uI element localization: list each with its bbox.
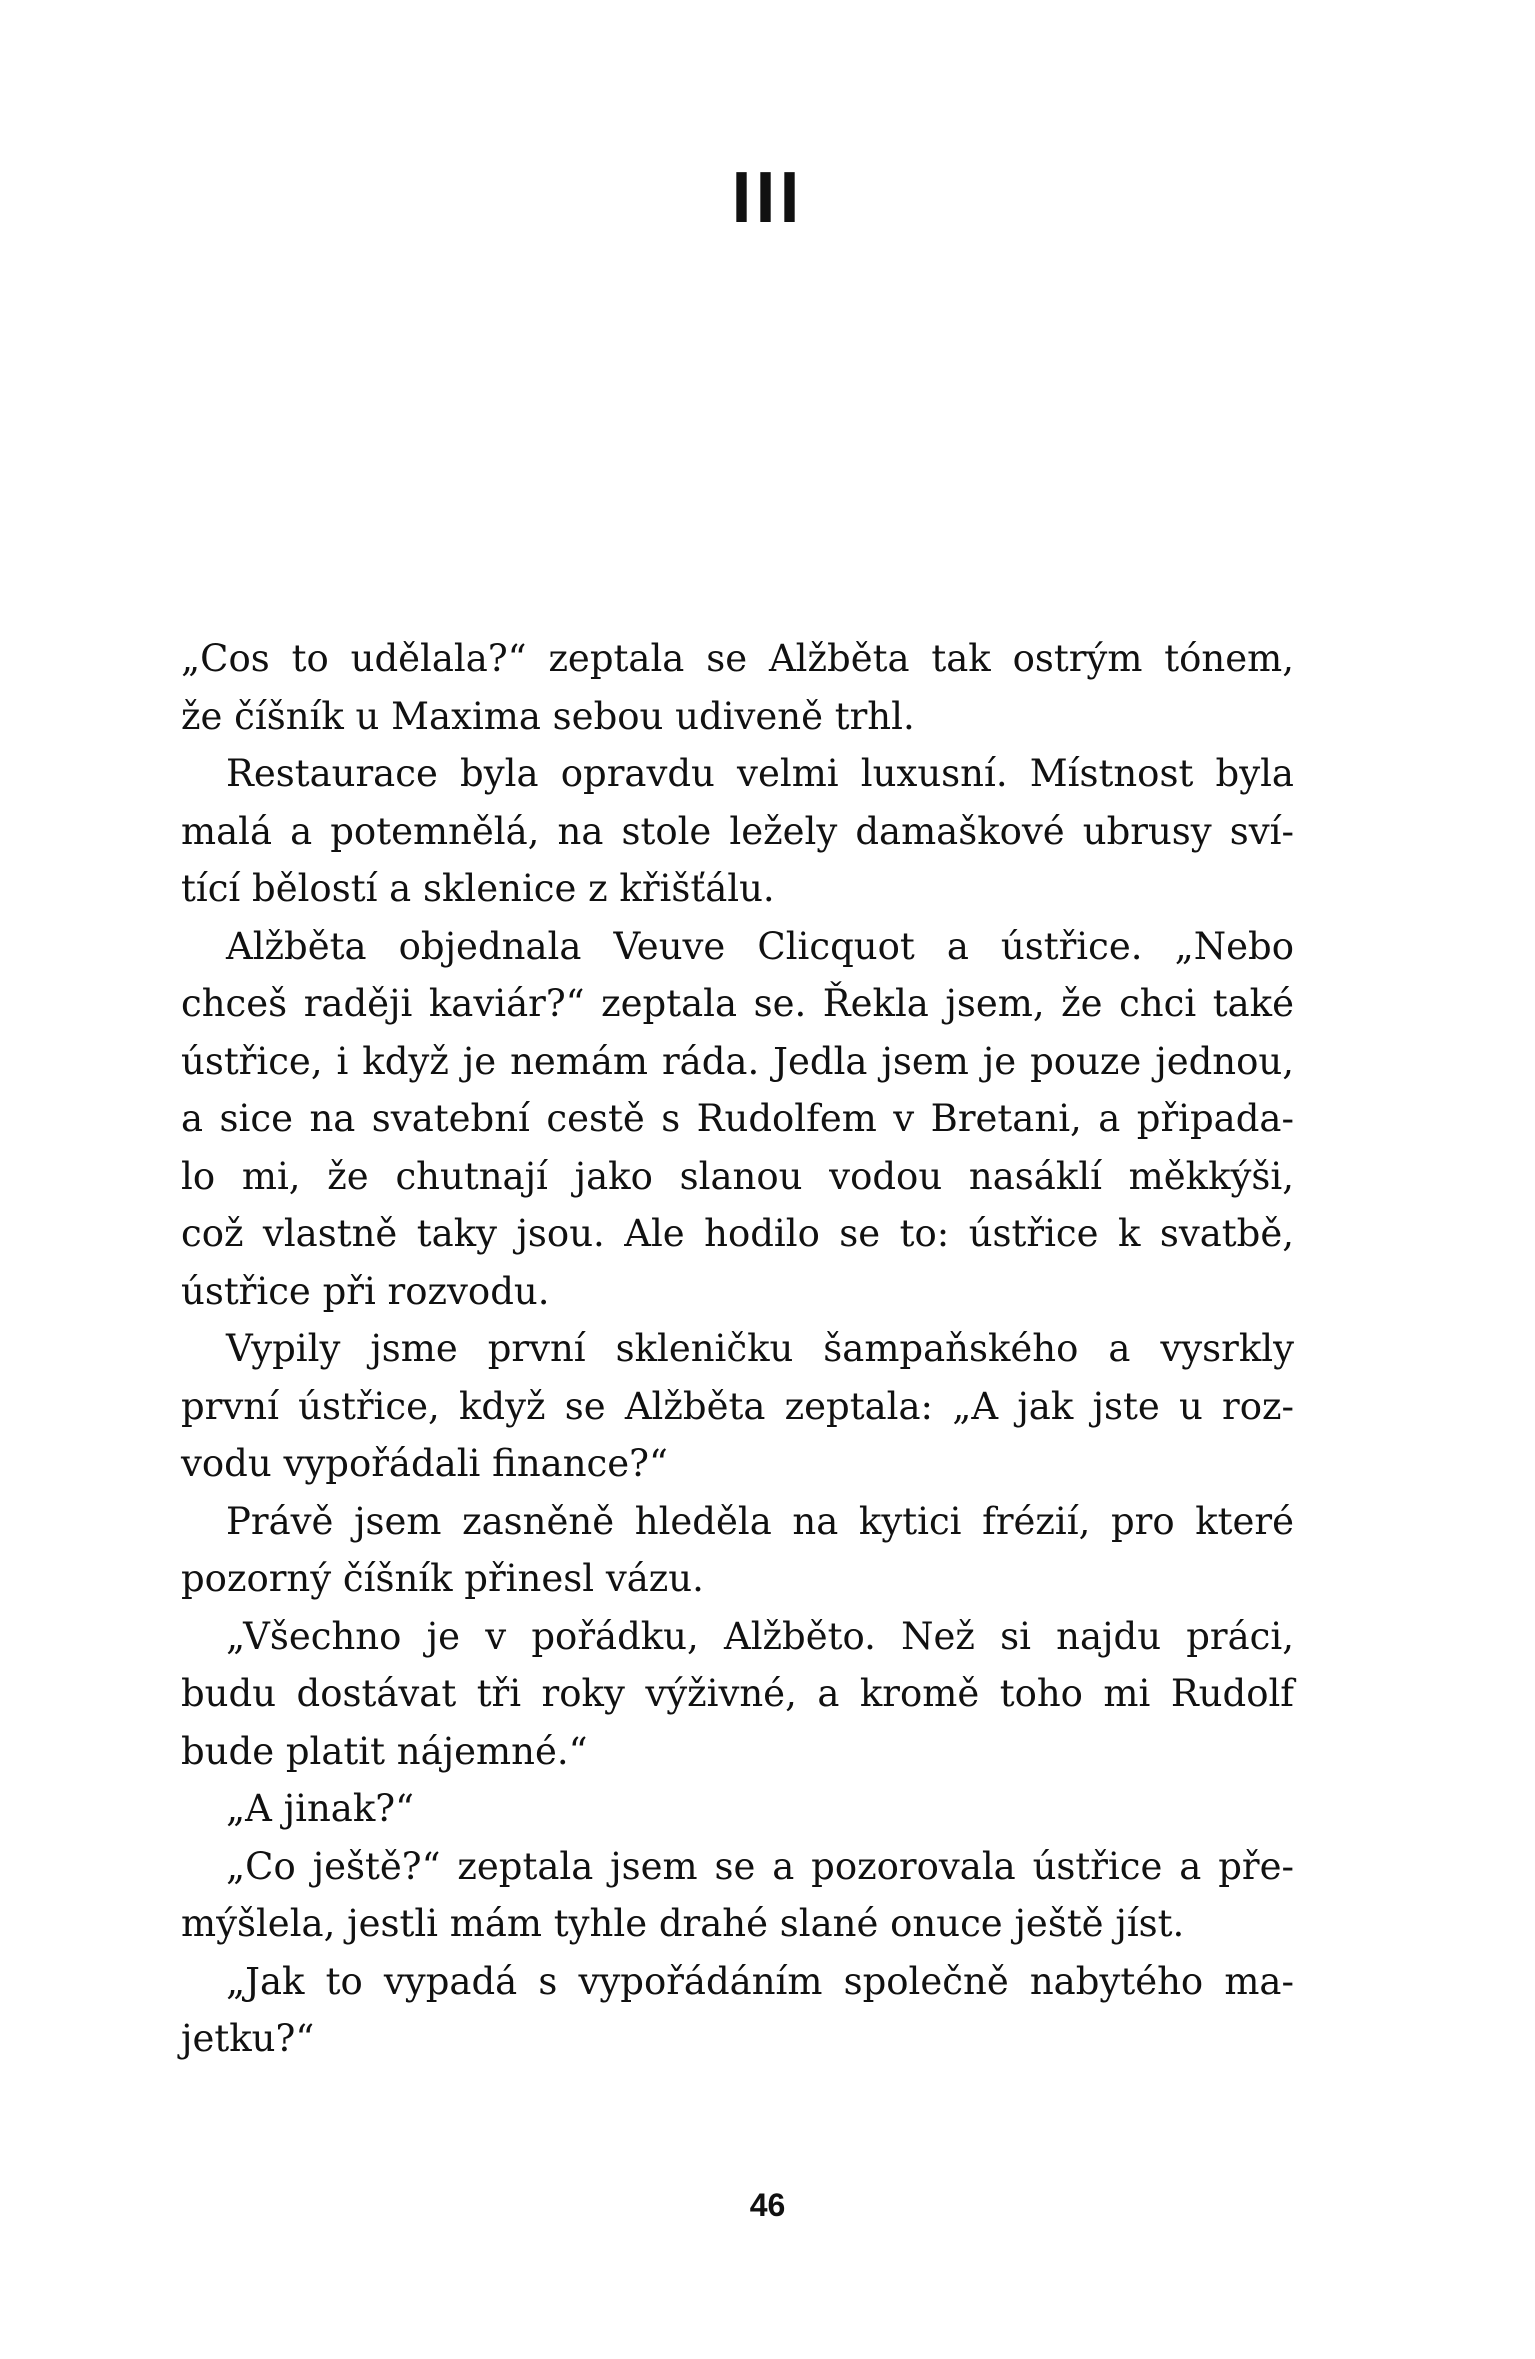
text-line: malá a potemnělá, na stole ležely damaškové ubrusy sví- (181, 809, 1294, 853)
text-line: Alžběta objednala Veuve Clicquot a ústřice. „Nebo (226, 924, 1294, 968)
text-line: „A jinak?“ (226, 1787, 415, 1830)
text-line: vodu vypořádali finance?“ (181, 1442, 668, 1485)
body-text (181, 630, 1294, 2068)
text-line: což vlastně taky jsou. Ale hodilo se to: ústřice k svatbě, (181, 1212, 1294, 1255)
text-line: „Jak to vypadá s vypořádáním společně nabytého ma- (226, 1959, 1294, 2003)
text-line: pozorný číšník přinesl vázu. (181, 1557, 704, 1600)
page-number: 46 (749, 2187, 786, 2223)
text-line: Právě jsem zasněně hleděla na kytici frézií, pro které (226, 1499, 1294, 1543)
text-line: bude platit nájemné.“ (181, 1729, 588, 1773)
text-line: „Cos to udělala?“ zeptala se Alžběta tak ostrým tónem, (181, 637, 1294, 680)
text-line: tící bělostí a sklenice z křišťálu. (181, 867, 775, 910)
text-line: chceš raději kaviár?“ zeptala se. Řekla jsem, že chci také (181, 982, 1294, 1025)
chapter-number: III (731, 158, 804, 238)
text-line: že číšník u Maxima sebou udiveně trhl. (181, 694, 915, 738)
text-line: Restaurace byla opravdu velmi luxusní. Místnost byla (226, 752, 1294, 795)
text-line: „Co ještě?“ zeptala jsem se a pozorovala ústřice a pře- (226, 1844, 1294, 1888)
text-line: mýšlela, jestli mám tyhle drahé slané onuce ještě jíst. (181, 1902, 1185, 1945)
text-line: Vypily jsme první skleničku šampaňského a vysrkly (226, 1327, 1294, 1370)
text-line: budu dostávat tři roky výživné, a kromě toho mi Rudolf (181, 1672, 1294, 1715)
text-line: první ústřice, když se Alžběta zeptala: „A jak jste u roz- (181, 1384, 1294, 1428)
text-line: „Všechno je v pořádku, Alžběto. Než si najdu práci, (226, 1614, 1294, 1658)
text-line: jetku?“ (181, 2017, 315, 2060)
text-line: ústřice, i když je nemám ráda. Jedla jsem je pouze jednou, (181, 1039, 1294, 1083)
text-line: a sice na svatební cestě s Rudolfem v Bretani, a připada- (181, 1097, 1294, 1140)
text-line: ústřice při rozvodu. (181, 1269, 550, 1313)
text-line: lo mi, že chutnají jako slanou vodou nasáklí měkkýši, (181, 1154, 1294, 1198)
